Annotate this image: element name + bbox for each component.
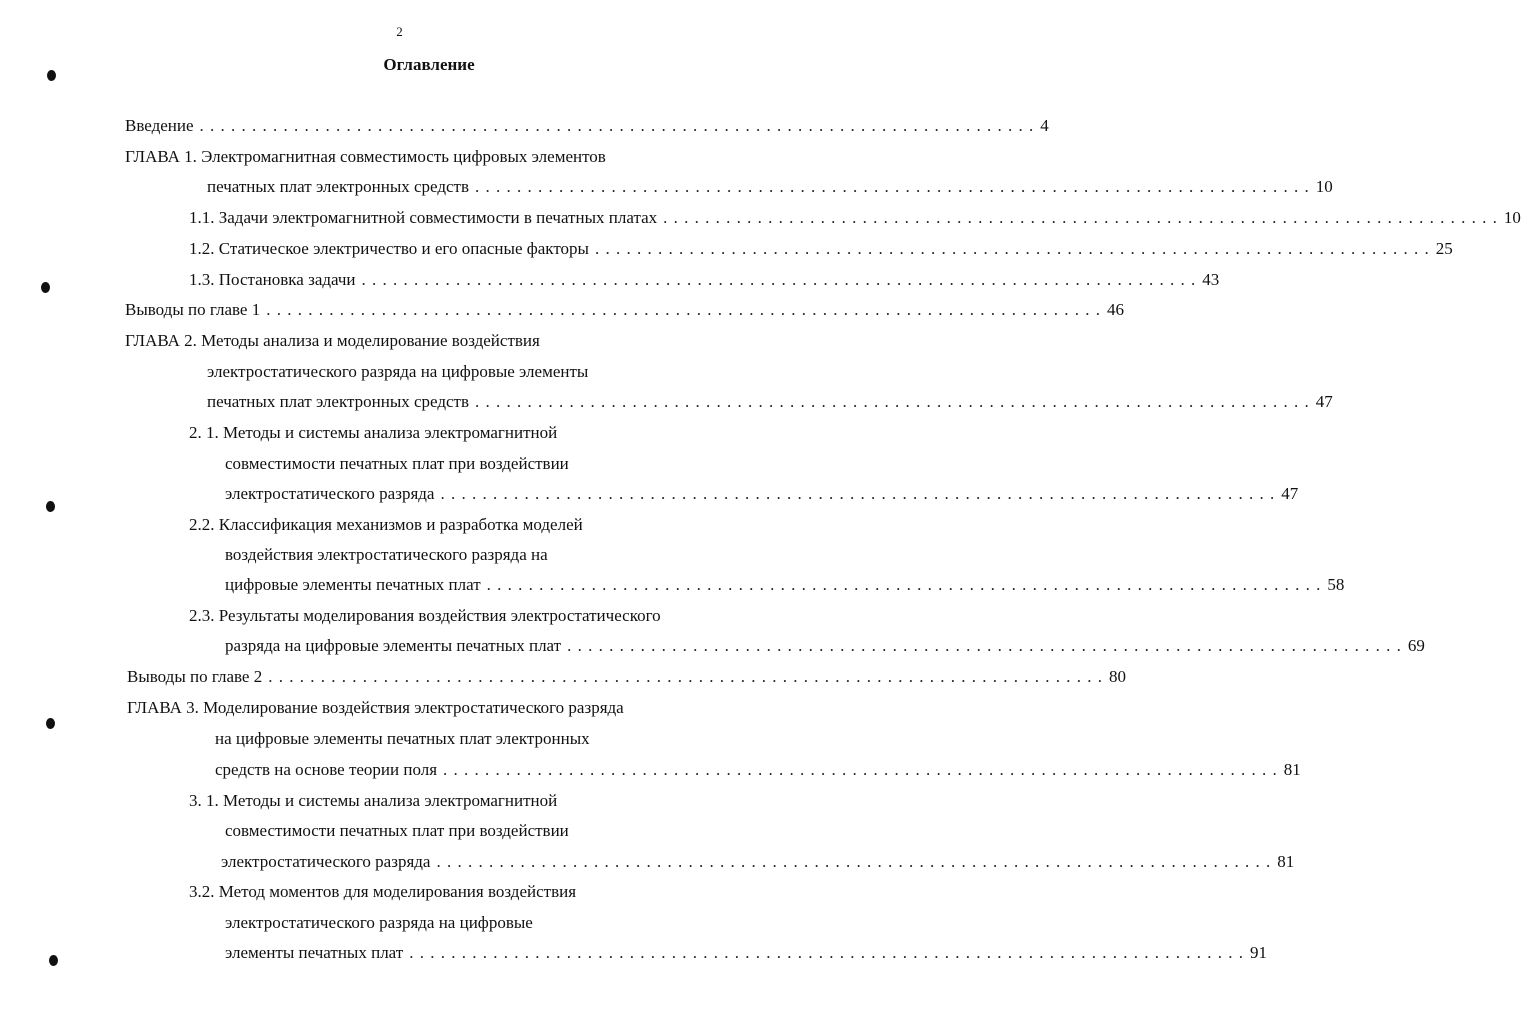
toc-entry (225, 454, 569, 474)
toc-leader-dots: . . . . . . . . . . . . . . . . . . . . . . . . . . . . . . . . . . . . . . . . . . . . . . . . . . . . . . . . . . . . . . . . . . . . . . . . . . . . . . . . (268, 667, 1103, 686)
toc-leader-dots: . . . . . . . . . . . . . . . . . . . . . . . . . . . . . . . . . . . . . . . . . . . . . . . . . . . . . . . . . . . . . . . . . . . . . . . . . . . . . . . . (594, 239, 1430, 258)
toc-entry-text: ГЛАВА 3. Моделирование воздействия электростатического разряда (127, 698, 624, 717)
toc-entry (189, 606, 661, 626)
toc-leader-dots: . . . . . . . . . . . . . . . . . . . . . . . . . . . . . . . . . . . . . . . . . . . . . . . . . . . . . . . . . . . . . . . . . . . . . . . . . . . . . . . . (440, 484, 1276, 503)
toc-entry (189, 208, 1521, 228)
toc-entry-text: 1.3. Постановка задачи (189, 270, 356, 289)
toc-entry-page: 25 (1435, 239, 1453, 258)
toc-entry (225, 913, 533, 933)
punch-hole-mark (46, 718, 55, 729)
toc-entry (207, 392, 1333, 412)
toc-entry (127, 667, 1126, 687)
toc-entry (189, 239, 1453, 259)
toc-entry-text: печатных плат электронных средств (207, 177, 470, 196)
toc-entry-text: электростатического разряда на цифровые (225, 913, 533, 932)
toc-entry-page: 81 (1283, 760, 1301, 779)
toc-leader-dots: . . . . . . . . . . . . . . . . . . . . . . . . . . . . . . . . . . . . . . . . . . . . . . . . . . . . . . . . . . . . . . . . . . . . . . . . . . . . . . . . (361, 270, 1197, 289)
punch-hole-mark (49, 955, 58, 966)
toc-entry (125, 331, 540, 351)
toc-entry-text: 2. 1. Методы и системы анализа электромагнитной (189, 423, 558, 442)
toc-entry-text: 1.2. Статическое электричество и его опасные факторы (189, 239, 589, 258)
toc-leader-dots: . . . . . . . . . . . . . . . . . . . . . . . . . . . . . . . . . . . . . . . . . . . . . . . . . . . . . . . . . . . . . . . . . . . . . . . . . . . . . . . . (475, 177, 1310, 196)
toc-entry (225, 636, 1425, 656)
toc-entry (207, 362, 588, 382)
toc-leader-dots: . . . . . . . . . . . . . . . . . . . . . . . . . . . . . . . . . . . . . . . . . . . . . . . . . . . . . . . . . . . . . . . . . . . . . . . . . . . . . . . . (486, 575, 1322, 594)
toc-entry-text: совместимости печатных плат при воздействии (225, 821, 569, 840)
toc-entry (221, 852, 1295, 872)
toc-leader-dots: . . . . . . . . . . . . . . . . . . . . . . . . . . . . . . . . . . . . . . . . . . . . . . . . . . . . . . . . . . . . . . . . . . . . . . . . . . . . . . . . (443, 760, 1278, 779)
toc-entry (127, 698, 624, 718)
punch-hole-mark (46, 501, 55, 512)
toc-entry-text: разряда на цифровые элементы печатных плат (225, 636, 562, 655)
toc-entry-text: совместимости печатных плат при воздействии (225, 454, 569, 473)
toc-entry (225, 821, 569, 841)
toc-entry-page: 81 (1277, 852, 1295, 871)
page-number: 2 (396, 24, 403, 39)
toc-entry-page: 46 (1106, 300, 1124, 319)
toc-entry-text: 2.2. Классификация механизмов и разработка моделей (189, 515, 583, 534)
toc-entry-text: 3. 1. Методы и системы анализа электромагнитной (189, 791, 558, 810)
toc-entry-text: Выводы по главе 2 (127, 667, 263, 686)
punch-hole-mark (47, 70, 56, 81)
toc-entry-text: 1.1. Задачи электромагнитной совместимости в печатных платах (189, 208, 658, 227)
toc-leader-dots: . . . . . . . . . . . . . . . . . . . . . . . . . . . . . . . . . . . . . . . . . . . . . . . . . . . . . . . . . . . . . . . . . . . . . . . . . . . . . . . . (266, 300, 1101, 319)
toc-entry-text: печатных плат электронных средств (207, 392, 470, 411)
toc-entry-text: на цифровые элементы печатных плат электронных (215, 729, 590, 748)
toc-entry-text: ГЛАВА 1. Электромагнитная совместимость цифровых элементов (125, 147, 606, 166)
toc-entry-page: 47 (1281, 484, 1299, 503)
toc-entry-text: 2.3. Результаты моделирования воздействия электростатического (189, 606, 661, 625)
toc-entry-text: элементы печатных плат (225, 943, 404, 962)
toc-entry-text: электростатического разряда (225, 484, 435, 503)
toc-entry-text: 3.2. Метод моментов для моделирования воздействия (189, 882, 577, 901)
toc-entry-text: цифровые элементы печатных плат (225, 575, 481, 594)
toc-leader-dots: . . . . . . . . . . . . . . . . . . . . . . . . . . . . . . . . . . . . . . . . . . . . . . . . . . . . . . . . . . . . . . . . . . . . . . . . . . . . . . . . (436, 852, 1272, 871)
toc-entry (207, 177, 1333, 197)
toc-leader-dots: . . . . . . . . . . . . . . . . . . . . . . . . . . . . . . . . . . . . . . . . . . . . . . . . . . . . . . . . . . . . . . . . . . . . . . . . . . . . . . . . (199, 116, 1035, 135)
toc-entry-text: Введение (125, 116, 194, 135)
toc-entry (225, 545, 548, 565)
toc-entry (225, 575, 1345, 595)
toc-entry (225, 484, 1299, 504)
toc-entry-text: Выводы по главе 1 (125, 300, 261, 319)
toc-entry-page: 43 (1202, 270, 1220, 289)
toc-entry-page: 10 (1503, 208, 1521, 227)
toc-entry (189, 791, 557, 811)
toc-entry-page: 69 (1407, 636, 1425, 655)
page-title: Оглавление (383, 55, 475, 74)
punch-hole-mark (41, 282, 50, 293)
toc-entry (189, 515, 583, 535)
toc-leader-dots: . . . . . . . . . . . . . . . . . . . . . . . . . . . . . . . . . . . . . . . . . . . . . . . . . . . . . . . . . . . . . . . . . . . . . . . . . . . . . . . . (567, 636, 1402, 655)
toc-entry-text: электростатического разряда на цифровые элементы (207, 362, 589, 381)
toc-entry (125, 116, 1049, 136)
toc-entry (189, 270, 1220, 290)
toc-entry-page: 4 (1040, 116, 1049, 135)
toc-entry (189, 882, 576, 902)
toc-entry-page: 47 (1315, 392, 1333, 411)
toc-leader-dots: . . . . . . . . . . . . . . . . . . . . . . . . . . . . . . . . . . . . . . . . . . . . . . . . . . . . . . . . . . . . . . . . . . . . . . . . . . . . . . . . (409, 943, 1244, 962)
toc-entry (125, 300, 1124, 320)
toc-entry-text: воздействия электростатического разряда на (225, 545, 548, 564)
toc-entry-page: 91 (1249, 943, 1267, 962)
toc-entry (215, 729, 590, 749)
toc-entry (225, 943, 1267, 963)
toc-leader-dots: . . . . . . . . . . . . . . . . . . . . . . . . . . . . . . . . . . . . . . . . . . . . . . . . . . . . . . . . . . . . . . . . . . . . . . . . . . . . . . . . (663, 208, 1498, 227)
toc-entry-text: ГЛАВА 2. Методы анализа и моделирование воздействия (125, 331, 540, 350)
toc-leader-dots: . . . . . . . . . . . . . . . . . . . . . . . . . . . . . . . . . . . . . . . . . . . . . . . . . . . . . . . . . . . . . . . . . . . . . . . . . . . . . . . . (475, 392, 1310, 411)
toc-entry (189, 423, 557, 443)
toc-entry (125, 147, 606, 167)
toc-entry-text: средств на основе теории поля (215, 760, 438, 779)
toc-entry-page: 10 (1315, 177, 1333, 196)
toc-entry (215, 760, 1301, 780)
toc-entry-page: 80 (1108, 667, 1126, 686)
toc-entry-page: 58 (1327, 575, 1345, 594)
toc-entry-text: электростатического разряда (221, 852, 431, 871)
